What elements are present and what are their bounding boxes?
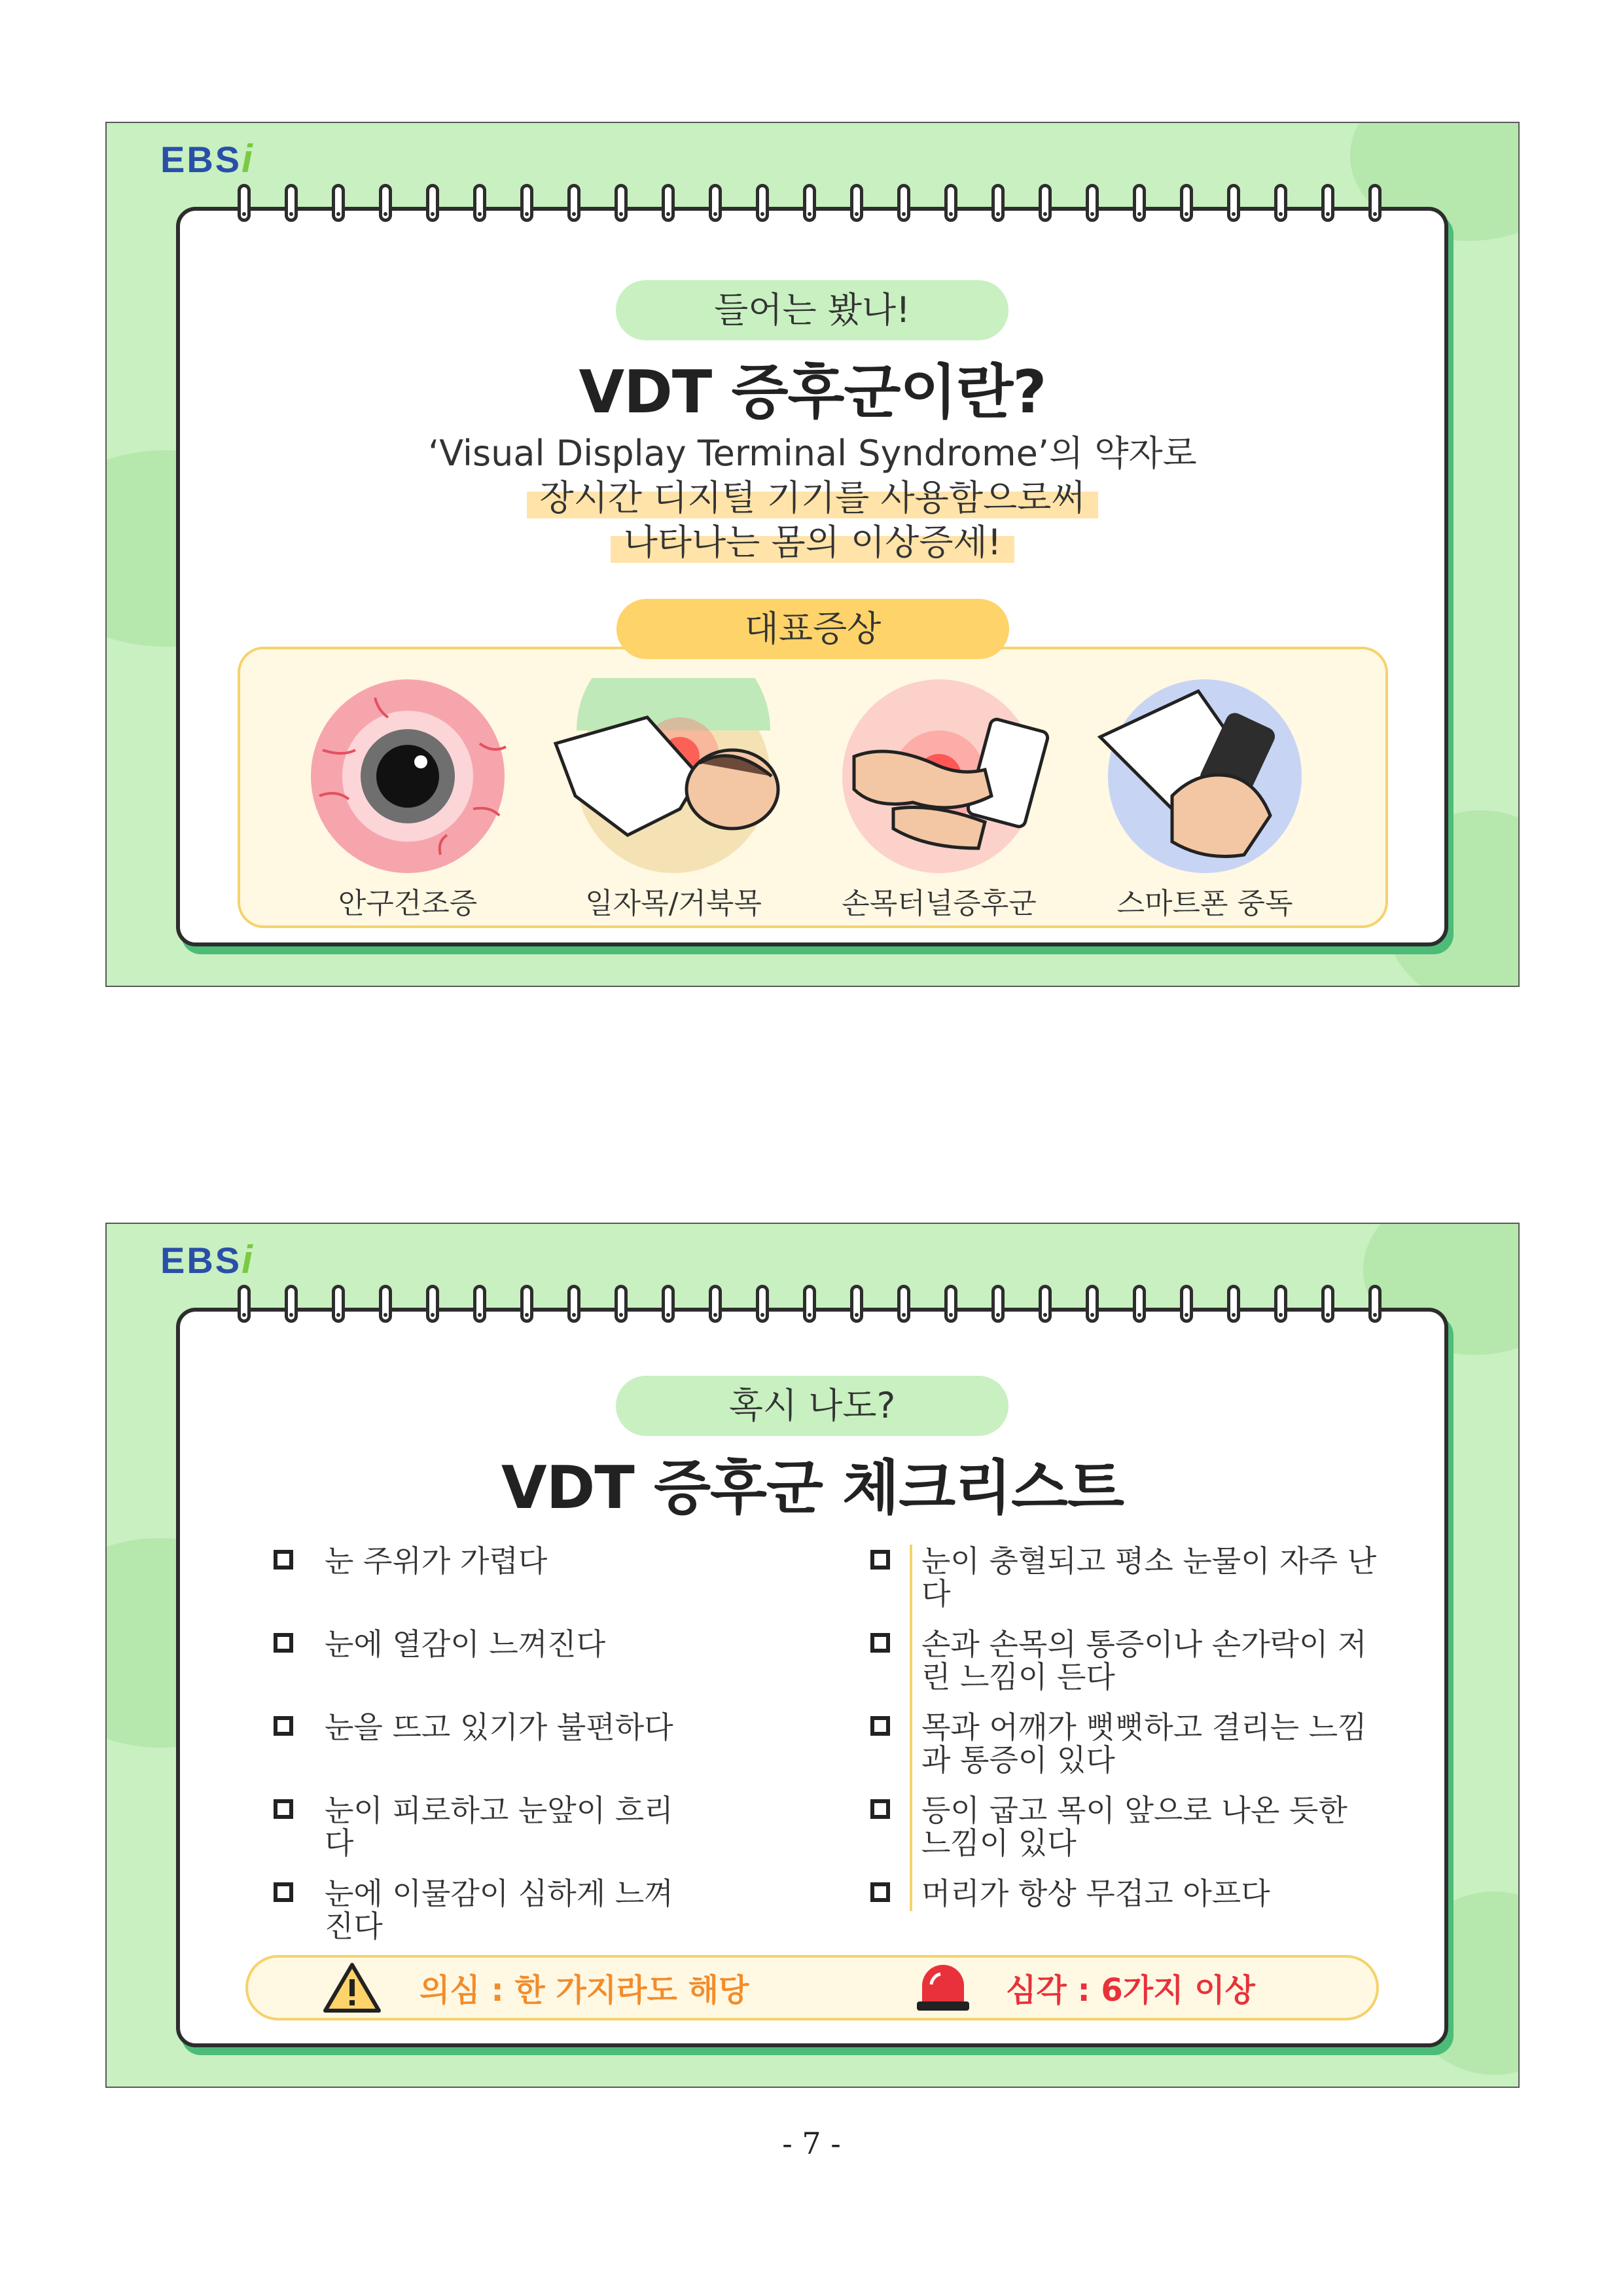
symptom-carpal-tunnel bbox=[815, 678, 1063, 927]
checkbox[interactable] bbox=[870, 1882, 890, 1902]
siren-icon bbox=[912, 1960, 974, 2015]
column-divider bbox=[910, 1545, 912, 1911]
symptom-smartphone-addiction bbox=[1080, 678, 1329, 927]
warning-triangle-icon bbox=[323, 1962, 382, 2013]
symptom-label: 스마트폰 중독 bbox=[1116, 887, 1293, 920]
checkbox[interactable] bbox=[274, 1633, 293, 1653]
vdt-checklist-card: EBSi 혹시 나도? VDT 증후군 체크리스트 눈 주위가 가렵다 눈에 열감이 느껴진다 눈을 뜨고 있기가 불편하다 눈이 피로하고 눈앞이 흐리다 눈에 이물감이 심하게 느껴진다 눈이 충혈되고 평소 눈물이 자주 난다 손과 손목의 통증이나 손가락이 저린 느낌이 든다 목과 어깨가 뻣뻣하고 결리는 느낌과 통증이 있다 등이 굽고 목이 앞으로 나온 듯한 느낌이 있다 머리가 항상 무겁고 아프다 의심 : 한 가지라도 해당 심각 : 6가지 이상 bbox=[105, 1223, 1520, 2088]
checkbox[interactable] bbox=[870, 1799, 890, 1819]
symptom-label: 손목터널증후군 bbox=[842, 887, 1037, 920]
checkbox[interactable] bbox=[274, 1799, 293, 1819]
intro-title: VDT 증후군이란? bbox=[579, 358, 1046, 427]
smartphone-icon bbox=[1080, 678, 1329, 874]
checklist-title: VDT 증후군 체크리스트 bbox=[501, 1454, 1124, 1522]
checkbox[interactable] bbox=[870, 1550, 890, 1570]
intro-line-2: 장시간 디지털 기기를 사용함으로써 bbox=[107, 470, 1518, 520]
checklist-pill: 혹시 나도? bbox=[616, 1376, 1008, 1436]
wrist-pain-icon bbox=[815, 678, 1063, 874]
intro-line-1: ‘Visual Display Terminal Syndrome’의 약자로 bbox=[428, 433, 1197, 474]
ebs-logo: EBSi bbox=[160, 137, 255, 181]
vdt-intro-card bbox=[105, 122, 1520, 987]
intro-pill: 들어는 봤나! bbox=[616, 280, 1008, 340]
page-number: - 7 - bbox=[782, 2126, 841, 2161]
symptom-label: 일자목/거북목 bbox=[585, 887, 762, 920]
intro-line-3: 나타나는 몸의 이상증세! bbox=[107, 514, 1518, 565]
warning-label: 의심 : 한 가지라도 해당 bbox=[419, 1972, 749, 2009]
symptom-label: 안구건조증 bbox=[338, 887, 478, 920]
danger-label: 심각 : 6가지 이상 bbox=[1006, 1972, 1255, 2009]
red-eye-icon bbox=[283, 678, 532, 874]
symptom-text-neck bbox=[549, 678, 798, 927]
symptom-dry-eye bbox=[283, 678, 532, 927]
symptoms-title: 대표증상 bbox=[616, 599, 1009, 659]
checkbox[interactable] bbox=[274, 1550, 293, 1570]
neck-pain-icon bbox=[549, 678, 798, 874]
checkbox[interactable] bbox=[274, 1716, 293, 1736]
checkbox[interactable] bbox=[274, 1882, 293, 1902]
checkbox[interactable] bbox=[870, 1633, 890, 1653]
ebs-logo: EBSi bbox=[160, 1238, 255, 1282]
checkbox[interactable] bbox=[870, 1716, 890, 1736]
